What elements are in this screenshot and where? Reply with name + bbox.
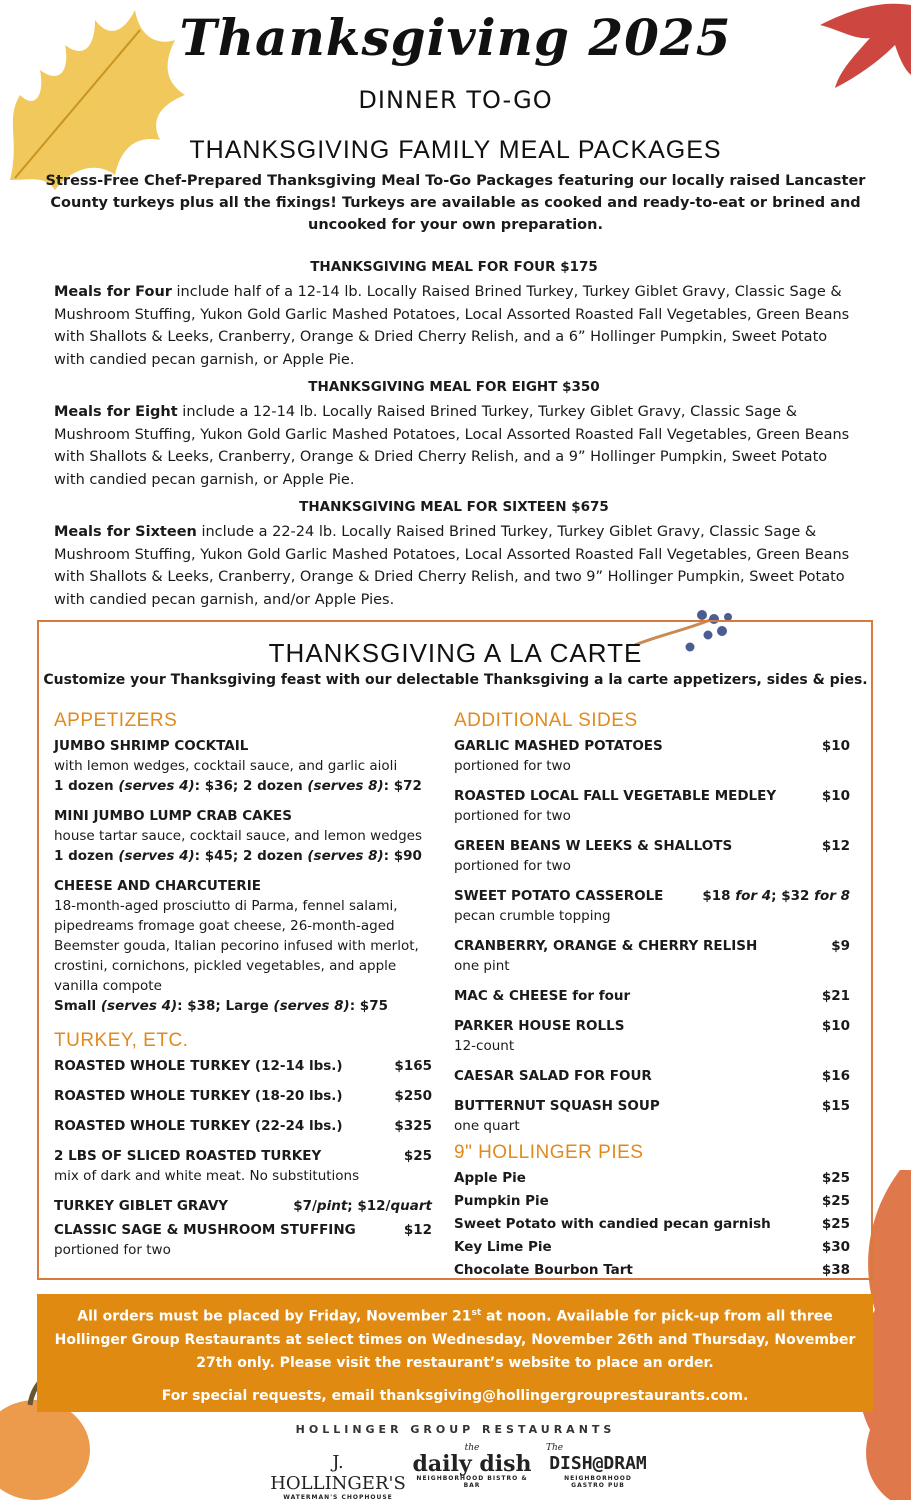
item-desc: pecan crumble topping <box>454 908 611 924</box>
page-subtitle: DINNER TO-GO <box>358 86 553 114</box>
appetizer-item <box>54 876 432 1016</box>
item-desc: portioned for two <box>454 858 571 874</box>
appetizer-item <box>54 806 432 866</box>
item-name: ROASTED WHOLE TURKEY (12-14 lbs.) <box>54 1058 343 1074</box>
item-price: $165 <box>394 1058 432 1074</box>
item-price: 1 dozen (serves 4): $45; 2 dozen (serves 8): $90 <box>54 848 422 864</box>
item-price: $12 <box>821 838 850 854</box>
item-price: $16 <box>821 1068 850 1084</box>
item-name: TURKEY GIBLET GRAVY <box>54 1198 229 1214</box>
item-price: $10 <box>821 1018 850 1034</box>
packages-intro: Stress-Free Chef-Prepared Thanksgiving Meal To-Go Packages featuring our locally raised Lancaster County turkeys plus all the fixings! Turkeys are available as cooked and ready-to-eat or brined and uncooked for your own preparation. <box>45 173 866 233</box>
meal-description <box>54 521 854 611</box>
side-item <box>454 936 850 976</box>
side-item <box>454 1096 850 1136</box>
item-price: $25 <box>821 1193 850 1209</box>
item-price: $21 <box>821 988 850 1004</box>
meal-description <box>54 281 854 371</box>
right-column <box>454 710 850 1283</box>
turkey-item <box>54 1086 432 1106</box>
meal-text: include a 12-14 lb. Locally Raised Brined Turkey, Turkey Giblet Gravy, Classic Sage & Mushroom Stuffing, Yukon Gold Garlic Mashed Potatoes, Local Assorted Roasted Fall Vegetables, Green Beans with Shallots & Leeks, Cranberry, Orange & Dried Cherry Relish, and a 9” Hollinger Pumpkin, Sweet Potato with candied pecan garnish, or Apple Pie. <box>54 404 850 488</box>
turkey-item <box>54 1116 432 1136</box>
item-price: $325 <box>394 1118 432 1134</box>
meal-sixteen <box>54 499 854 611</box>
item-name: 2 LBS OF SLICED ROASTED TURKEY <box>54 1148 322 1164</box>
item-desc: portioned for two <box>454 808 571 824</box>
order-info-banner <box>37 1294 873 1412</box>
item-price: $18 for 4; $32 for 8 <box>702 888 850 904</box>
item-price: $25 <box>821 1216 850 1232</box>
side-item <box>454 1066 850 1086</box>
alacarte-heading: THANKSGIVING A LA CARTE <box>268 638 643 668</box>
item-desc: one pint <box>454 958 510 974</box>
meal-text: include a 22-24 lb. Locally Raised Brined Turkey, Turkey Giblet Gravy, Classic Sage & Mushroom Stuffing, Yukon Gold Garlic Mashed Potatoes, Local Assorted Roasted Fall Vegetables, Green Beans with Shallots & Leeks, Cranberry, Orange & Dried Cherry Relish, and two 9” Hollinger Pumpkin, Sweet Potato with candied pecan garnish, and/or Apple Pies. <box>54 524 850 608</box>
packages-heading: THANKSGIVING FAMILY MEAL PACKAGES <box>189 136 722 164</box>
side-item <box>454 786 850 826</box>
special-requests-text: For special requests, email thanksgiving@hollingergrouprestaurants.com. <box>161 1387 749 1404</box>
side-item <box>454 886 850 926</box>
turkey-item <box>54 1146 432 1186</box>
daily-dish-logo: the daily dish NEIGHBORHOOD BISTRO & BAR <box>412 1443 532 1489</box>
pie-item <box>454 1168 850 1188</box>
meal-lead: Meals for Sixteen <box>54 524 197 540</box>
item-name: GARLIC MASHED POTATOES <box>454 738 663 754</box>
pie-item <box>454 1260 850 1280</box>
item-desc: with lemon wedges, cocktail sauce, and garlic aioli <box>54 758 398 774</box>
item-price: $38 <box>821 1262 850 1278</box>
side-item <box>454 1016 850 1056</box>
meal-lead: Meals for Eight <box>54 404 178 420</box>
meal-four <box>54 259 854 371</box>
side-item <box>454 986 850 1006</box>
item-name: CHEESE AND CHARCUTERIE <box>54 878 261 894</box>
item-name: PARKER HOUSE ROLLS <box>454 1018 625 1034</box>
item-price: $25 <box>403 1148 432 1164</box>
item-name: CAESAR SALAD FOR FOUR <box>454 1068 652 1084</box>
meal-lead: Meals for Four <box>54 284 172 300</box>
side-item <box>454 836 850 876</box>
item-name: CLASSIC SAGE & MUSHROOM STUFFING <box>54 1222 356 1238</box>
item-desc: 12-count <box>454 1038 515 1054</box>
item-name: GREEN BEANS W LEEKS & SHALLOTS <box>454 838 733 854</box>
group-name: HOLLINGER GROUP RESTAURANTS <box>295 1423 616 1436</box>
pie-item <box>454 1214 850 1234</box>
item-name: Chocolate Bourbon Tart <box>454 1262 633 1278</box>
item-name: ROASTED WHOLE TURKEY (22-24 lbs.) <box>54 1118 343 1134</box>
alacarte-intro: Customize your Thanksgiving feast with our delectable Thanksgiving a la carte appetizers, sides & pies. <box>43 672 868 688</box>
item-name: ROASTED LOCAL FALL VEGETABLE MEDLEY <box>454 788 777 804</box>
item-name: JUMBO SHRIMP COCKTAIL <box>54 738 249 754</box>
item-price: $25 <box>821 1170 850 1186</box>
item-name: BUTTERNUT SQUASH SOUP <box>454 1098 660 1114</box>
item-desc: mix of dark and white meat. No substitutions <box>54 1168 360 1184</box>
item-price: $15 <box>821 1098 850 1114</box>
item-price: 1 dozen (serves 4): $36; 2 dozen (serves 8): $72 <box>54 778 422 794</box>
meal-description <box>54 401 854 491</box>
item-price: $30 <box>821 1239 850 1255</box>
page-title: Thanksgiving 2025 <box>179 8 732 67</box>
item-name: MINI JUMBO LUMP CRAB CAKES <box>54 808 292 824</box>
pies-heading: 9" HOLLINGER PIES <box>454 1142 644 1163</box>
item-price: $9 <box>831 938 850 954</box>
turkey-item <box>54 1220 432 1260</box>
turkey-heading: TURKEY, ETC. <box>54 1030 189 1051</box>
item-price: $10 <box>821 788 850 804</box>
item-price: $7/pint; $12/quart <box>293 1198 432 1214</box>
item-name: Key Lime Pie <box>454 1239 552 1255</box>
item-desc: house tartar sauce, cocktail sauce, and lemon wedges <box>54 828 422 844</box>
meal-text: include half of a 12-14 lb. Locally Raised Brined Turkey, Turkey Giblet Gravy, Classic Sage & Mushroom Stuffing, Yukon Gold Garlic Mashed Potatoes, Local Assorted Roasted Fall Vegetables, Green Beans with Shallots & Leeks, Cranberry, Orange & Dried Cherry Relish, and a 6” Hollinger Pumpkin, Sweet Potato with candied pecan garnish, or Apple Pie. <box>54 284 850 368</box>
item-name: SWEET POTATO CASSEROLE <box>454 888 664 904</box>
item-price: $12 <box>403 1222 432 1238</box>
meal-heading: THANKSGIVING MEAL FOR FOUR $175 <box>310 259 598 275</box>
order-info-text: All orders must be placed by Friday, November 21st at noon. Available for pick-up from all three Hollinger Group Restaurants at select times on Wednesday, November 26th and Thursday, November 27th only. Please visit the restaurant’s website to place an order. <box>54 1308 856 1371</box>
item-price: Small (serves 4): $38; Large (serves 8): $75 <box>54 998 388 1014</box>
item-desc: portioned for two <box>54 1242 171 1258</box>
appetizers-heading: APPETIZERS <box>54 710 178 731</box>
item-price: $10 <box>821 738 850 754</box>
meal-heading: THANKSGIVING MEAL FOR EIGHT $350 <box>308 379 600 395</box>
sides-heading: ADDITIONAL SIDES <box>454 710 638 731</box>
item-name: CRANBERRY, ORANGE & CHERRY RELISH <box>454 938 758 954</box>
item-name: ROASTED WHOLE TURKEY (18-20 lbs.) <box>54 1088 343 1104</box>
left-column <box>54 710 432 1270</box>
item-name: Sweet Potato with candied pecan garnish <box>454 1216 771 1232</box>
dish-dram-logo: The DISH@DRAM NEIGHBORHOOD GASTRO PUB <box>546 1443 647 1489</box>
item-desc: one quart <box>454 1118 520 1134</box>
j-hollingers-logo: J. HOLLINGER'S WATERMAN'S CHOPHOUSE <box>270 1452 406 1501</box>
meal-eight <box>54 379 854 491</box>
item-desc: 18-month-aged prosciutto di Parma, fennel salami, pipedreams fromage goat cheese, 26-month-aged Beemster gouda, Italian pecorino infused with merlot, crostini, cornichons, pickled vegetables, and apple vanilla compote <box>54 898 419 994</box>
pie-item <box>454 1237 850 1257</box>
appetizer-item <box>54 736 432 796</box>
item-name: Pumpkin Pie <box>454 1193 549 1209</box>
turkey-item <box>54 1196 432 1216</box>
side-item <box>454 736 850 776</box>
item-price: $250 <box>394 1088 432 1104</box>
pie-item <box>454 1191 850 1211</box>
item-name: Apple Pie <box>454 1170 526 1186</box>
meal-heading: THANKSGIVING MEAL FOR SIXTEEN $675 <box>299 499 609 515</box>
item-name: MAC & CHEESE for four <box>454 988 631 1004</box>
turkey-item <box>54 1056 432 1076</box>
item-desc: portioned for two <box>454 758 571 774</box>
